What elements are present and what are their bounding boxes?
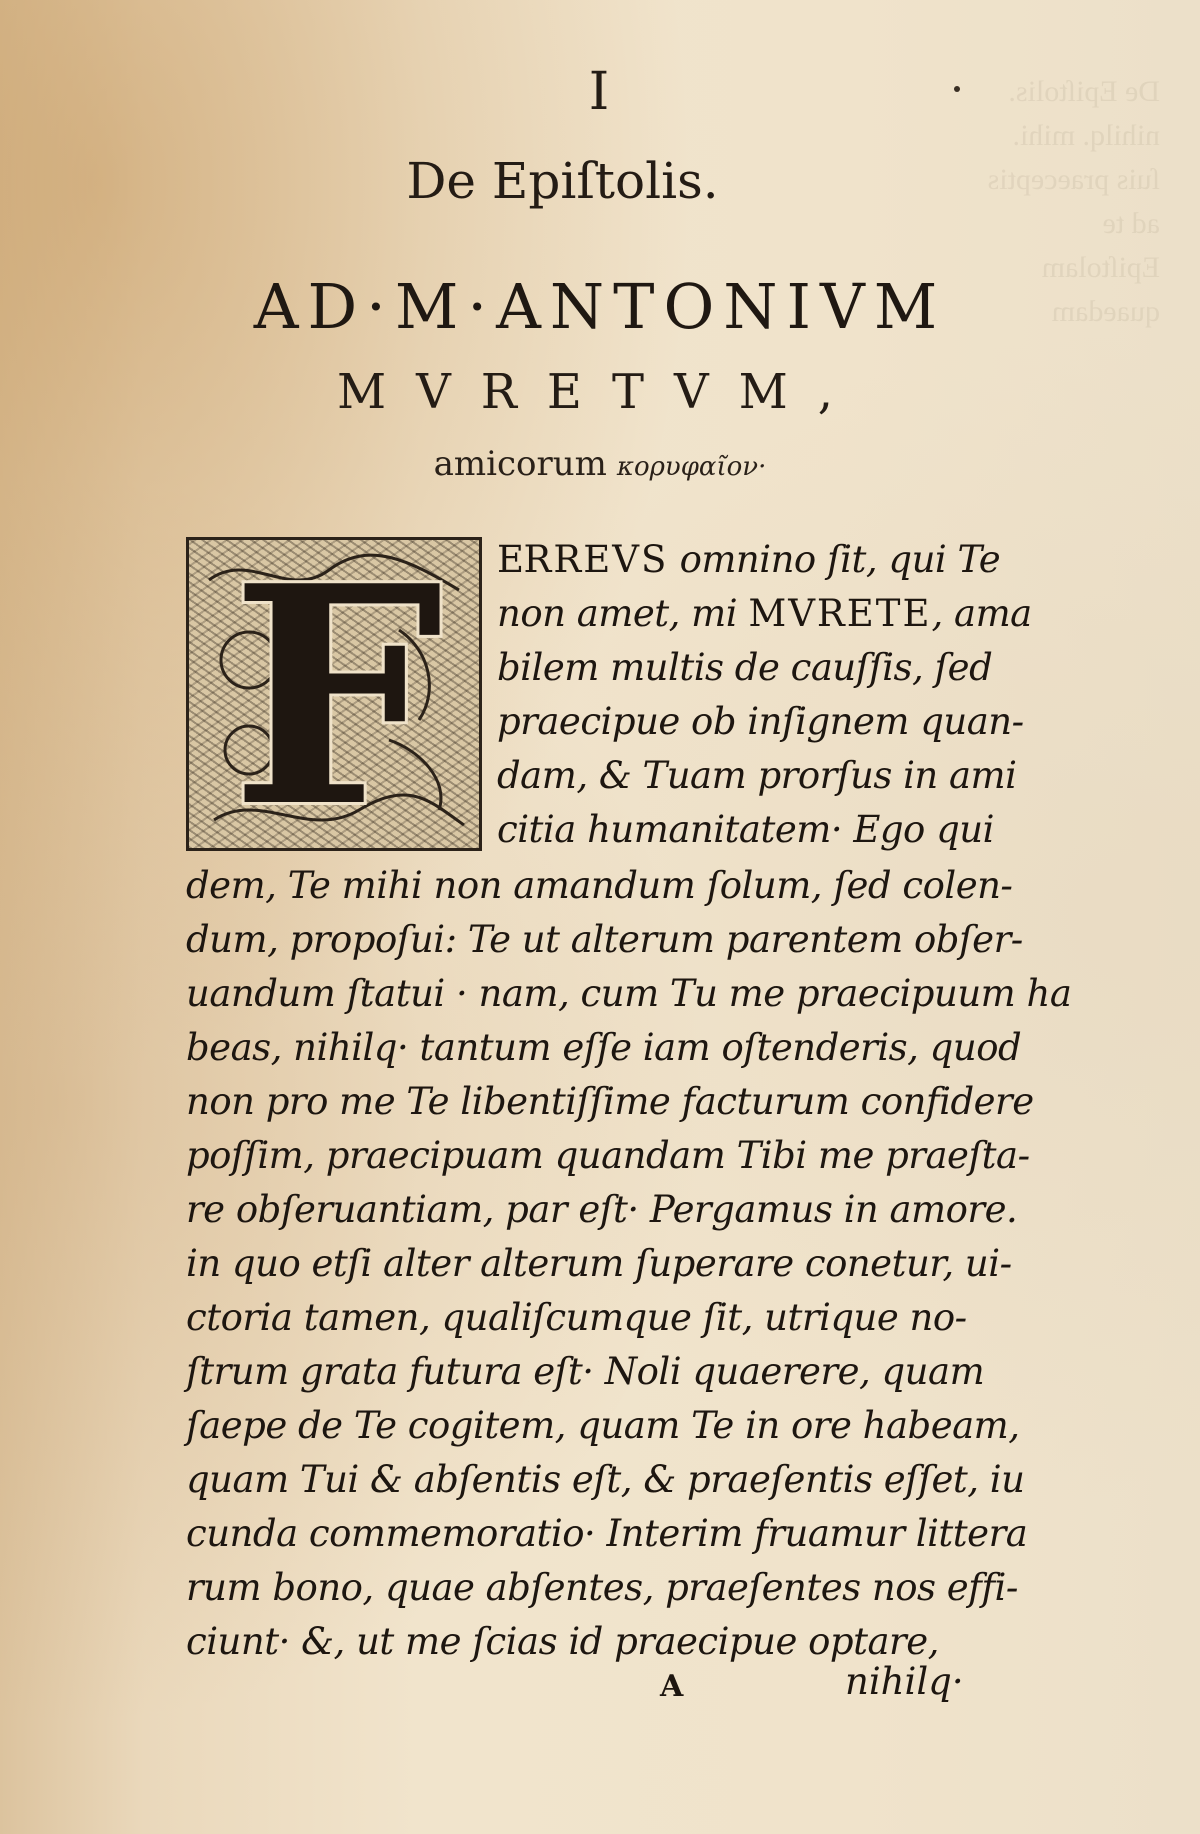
decorated-initial	[186, 537, 482, 851]
body-line	[186, 864, 1012, 907]
body-line	[497, 700, 1024, 743]
body-line	[497, 592, 1032, 635]
body-text: non pro me Te libentiſſime facturum confidere	[186, 1080, 1034, 1123]
body-text: E	[497, 538, 524, 581]
body-line	[186, 918, 1023, 961]
body-line	[186, 1620, 939, 1663]
address-line-3-greek: κορυφαῖον·	[616, 452, 767, 482]
body-text: re obſeruantiam, par eſt· Pergamus in amore.	[186, 1188, 1018, 1231]
body-text: beas, nihilq· tantum eſſe iam oſtenderis, quod	[186, 1026, 1022, 1069]
body-text: uandum ſtatui · nam, cum Tu me praecipuum ha	[186, 972, 1072, 1015]
ink-speck	[954, 86, 960, 92]
body-text: non amet, mi	[497, 592, 749, 635]
folio-number: I	[588, 62, 612, 122]
body-line	[186, 1134, 1030, 1177]
address-line-3	[0, 444, 1200, 484]
body-text: cunda commemoratio· Interim fruamur littera	[186, 1512, 1028, 1555]
body-text: citia humanitatem· Ego qui	[497, 808, 994, 851]
catchword: nihilq·	[845, 1660, 964, 1703]
body-line	[186, 1566, 1018, 1609]
body-text: poſſim, praecipuam quandam Tibi me praeſta-	[186, 1134, 1030, 1177]
body-text: dem, Te mihi non amandum ſolum, ſed colen-	[186, 864, 1013, 907]
body-text: ctoria tamen, qualiſcumque ſit, utrique no-	[186, 1296, 967, 1339]
body-line	[497, 538, 1000, 581]
address-line-3-text: amicorum	[433, 444, 607, 484]
body-line	[186, 1404, 1020, 1447]
body-text: ciunt· &, ut me ſcias id praecipue optare,	[186, 1620, 939, 1663]
body-line	[497, 808, 994, 851]
body-line	[186, 1242, 1012, 1285]
body-line	[497, 754, 1016, 797]
body-line	[186, 972, 1071, 1015]
body-text: ſaepe de Te cogitem, quam Te in ore habeam,	[186, 1404, 1020, 1447]
small-caps-text: MVRETE	[748, 592, 932, 635]
body-line	[186, 1188, 1017, 1231]
body-text: bilem multis de cauſſis, ſed	[497, 646, 993, 689]
body-line	[186, 1296, 967, 1339]
body-text: dum, propoſui: Te ut alterum parentem obſer-	[186, 918, 1023, 961]
body-text: praecipue ob inſignem quan-	[497, 700, 1024, 743]
body-line	[497, 646, 992, 689]
body-line	[186, 1512, 1027, 1555]
signature-mark: A	[660, 1669, 684, 1704]
address-line-1: AD·M·ANTONIVM	[253, 270, 947, 343]
body-text: quam Tui & abſentis eſt, & praeſentis eſſet, iu	[186, 1458, 1025, 1501]
body-line	[186, 1350, 984, 1393]
body-text: dam, & Tuam prorſus in ami	[497, 754, 1017, 797]
address-line-2: MVRETVM,	[336, 364, 864, 420]
body-line	[186, 1026, 1021, 1069]
body-text: rum bono, quae abſentes, praeſentes nos effi-	[186, 1566, 1018, 1609]
section-title: De Epiſtolis.	[406, 152, 719, 210]
body-text: ſtrum grata futura eſt· Noli quaerere, quam	[186, 1350, 985, 1393]
bleed-through-text: De Epiſtolis. nihilq. mihi. ſuis praeceptis ad te Epiſtolam quaedam	[987, 75, 1160, 328]
body-text: in quo etſi alter alterum ſuperare conetur, ui-	[186, 1242, 1012, 1285]
body-text: omnino ſit, qui Te	[668, 538, 1001, 581]
body-text: , ama	[931, 592, 1032, 635]
body-line	[186, 1080, 1034, 1123]
initial-letter: F	[230, 537, 444, 851]
body-line	[186, 1458, 1024, 1501]
small-caps-text: RREVS	[523, 538, 669, 581]
